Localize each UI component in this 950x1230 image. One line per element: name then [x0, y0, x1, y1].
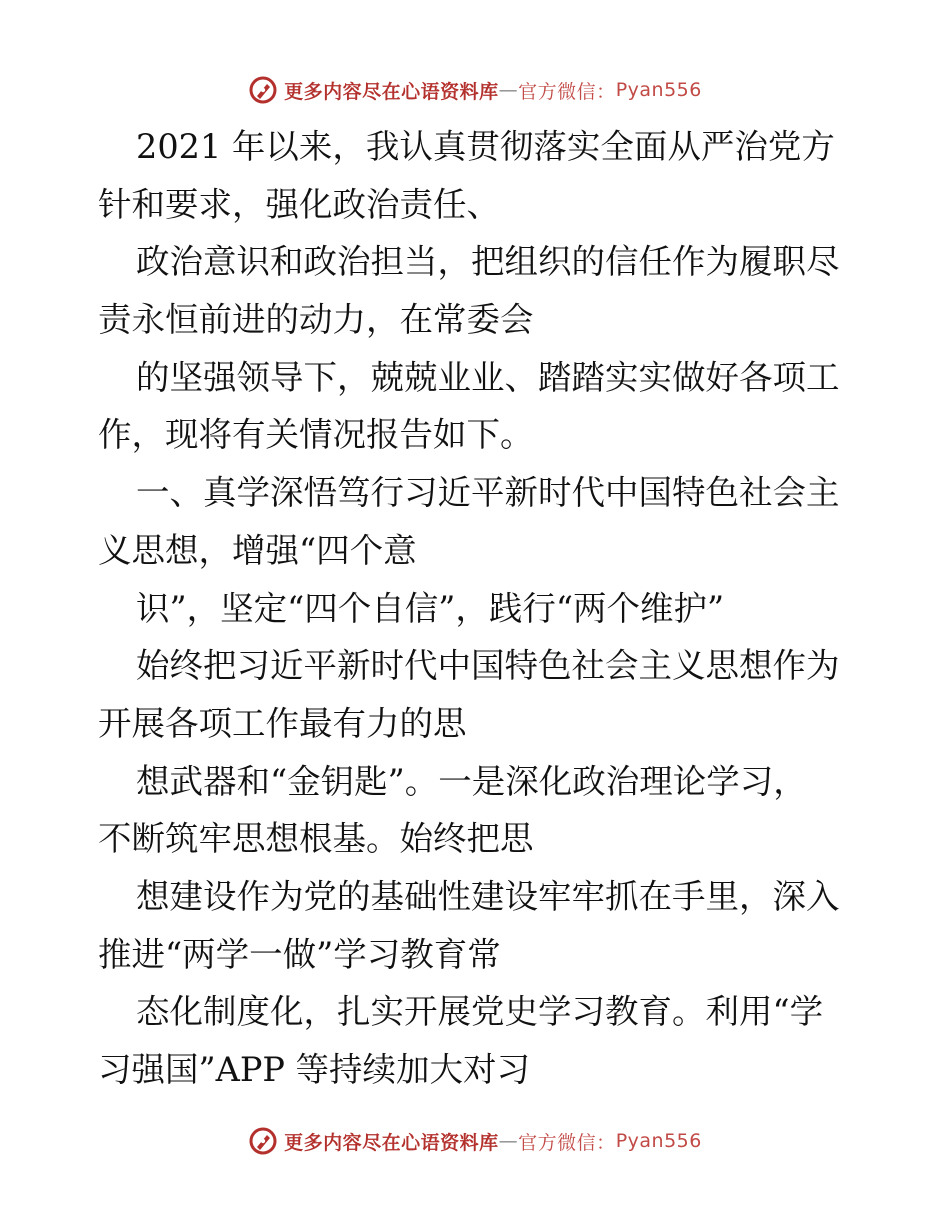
text-line: 态化制度化，扎实开展党史学习教育。利用“学 [136, 992, 824, 1032]
text-line: 一、真学深悟笃行习近平新时代中国特色社会主 [136, 473, 840, 513]
text-line: 义思想，增强“四个意 [98, 530, 417, 570]
text-line: 作，现将有关情况报告如下。 [98, 415, 534, 455]
text-line: 开展各项工作最有力的思 [98, 703, 467, 743]
text-line: 识”，坚定“四个自信”，践行“两个维护” [136, 588, 725, 628]
text-line: 的坚强领导下，兢兢业业、踏踏实实做好各项工 [136, 357, 840, 397]
banner-site-name: 更多内容尽在心语资料库 [284, 80, 499, 103]
text-line: 习强国”APP 等持续加大对习 [98, 1050, 531, 1089]
banner-wechat-id: Pyan556 [615, 1130, 702, 1152]
footer-banner [0, 1121, 950, 1161]
text-line: 想建设作为党的基础性建设牢牢抓在手里，深入 [136, 876, 840, 916]
text-line: 2021 年以来，我认真贯彻落实全面从严治党方 [136, 127, 835, 166]
header-banner [0, 70, 950, 110]
text-line: 针和要求，强化政治责任、 [98, 184, 500, 224]
banner-dash: — [498, 1130, 519, 1152]
text-line: 想武器和“金钥匙”。一是深化政治理论学习， [136, 761, 807, 801]
text-line: 不断筑牢思想根基。始终把思 [98, 819, 534, 859]
text-line: 政治意识和政治担当，把组织的信任作为履职尽 [136, 242, 840, 282]
banner-wechat-label: 官方微信： [518, 1131, 616, 1154]
text-line: 责永恒前进的动力，在常委会 [98, 300, 534, 340]
text-line: 始终把习近平新时代中国特色社会主义思想作为 [136, 646, 840, 686]
pen-logo-icon [248, 75, 278, 105]
banner-site-name: 更多内容尽在心语资料库 [284, 1131, 499, 1154]
banner-wechat-label: 官方微信： [518, 80, 616, 103]
report-body [98, 118, 858, 1099]
banner-dash: — [498, 79, 519, 101]
text-line: 推进“两学一做”学习教育常 [98, 934, 501, 974]
pen-logo-icon [248, 1126, 278, 1156]
banner-wechat-id: Pyan556 [615, 79, 702, 101]
